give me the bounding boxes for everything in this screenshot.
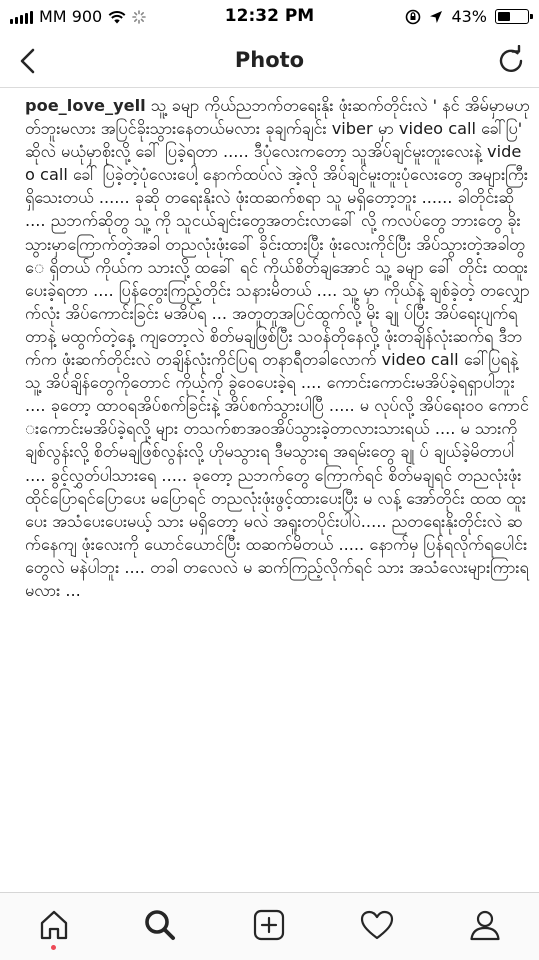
- tab-bar: [0, 892, 539, 960]
- search-icon: [142, 907, 178, 943]
- refresh-icon: [495, 45, 527, 77]
- caption-text: သူ့ ခမျာ ကိုယ်ညဘက်တရေးနိုး ဖုံးဆက်တိုင်းလဲ ' နင် အိမ်မှာမဟုတ်ဘူးမလား အပြင်ခိုးသွားနေတယ်မလား ခုချက်ချင်း viber မှာ video call ခေါ်ပြ' ဆိုလဲ မယုံမှာစိုးလို့ ခေါ် ပြခဲ့ရတာ ..... ဒီပုံလေးကတော့ သူအိပ်ချင်မူးတူးလေးနဲ့ video call ခေါ် ပြခဲ့တဲ့ပုံလေးပေါ့ နောက်ထပ်လဲ အဲ့လို အိပ်ချင်မူးတူးပုံလေးတွေ အများကြီးရှိသေးတယ် ...... ခုဆို တရေးနိုးလဲ ဖုံးထဆက်စရာ သူ မရှိတော့ဘူး ...... ခါတိုင်းဆို .... ညဘက်ဆိုတွ သူ့ ကို သူငယ်ချင်းတွေအတင်းလာခေါ် လို့ ကလပ်တွေ ဘားတွေ ခိုးသွားမှာကြောက်တဲ့အခါ တညလုံးဖုံးခေါ် ခိုင်းထားပြီး ဖုံးလေးကိုင်ပြီး အိပ်သွားတဲ့အခါတွေ ရှိတယ် ကိုယ်က သားလို့ ထခေါ် ရင် ကိုယ်စိတ်ချအောင် သူ့ ခမျာ ခေါ် တိုင်း ထထူးပေးခဲ့ရတာ .... ပြန်တွေးကြည့်တိုင်း သနားမိတယ် .... သူ့ မှာ ကိုယ်နဲ့ ချစ်ခဲ့တဲ့ တလျှောက်လုံး အိပ်ကောင်းခြင်း မအိပ်ရ ... အတူတူအပြင်ထွက်လို့ မိုး ချု ပ်ပြီး အိပ်ရေးပျက်ရတာနဲ့ မထွက်တဲ့နေ့ ကျတော့လဲ စိတ်မချဖြစ်ပြီး သဝန်တိုနေလို့ ဖုံးတချိန်လုံးဆက်ရ ဒီဘက်က ဖုံးဆက်တိုင်းလဲ တချိန်လုံးကိုင်ပြရ တနာရီတခါလောက် video call ခေါ်ပြရနဲ့ သူ့ အိပ်ချိန်တွေကိုတောင် ကိုယ့်ကို ခွဲဝေပေးခဲ့ရ .... ကောင်းကောင်းမအိပ်ခဲ့ရရှာပါဘူး .... ခုတော့ ထာဝရအိပ်စက်ခြင်းနဲ့ အိပ်စက်သွားပါပြီ ..... မ လုပ်လို့ အိပ်ရေးဝဝ ကောင်းကောင်းမအိပ်ခဲ့ရလို့ များ တသက်စာအဝအိပ်သွားခဲ့တာလားသားရယ် .... မ သားကို ချစ်လွန်းလို့ စိတ်မချဖြစ်လွန်းလို့ ဟိုမသွားရ ဒီမသွားရ အရမ်းတွေ ချု ပ် ချယ်ခဲ့မိတာပါ .... ခွင့်လွှတ်ပါသားရေ ..... ခုတော့ ညဘက်တွေ ကြောက်ရင် စိတ်မချရင် တညလုံးဖုံးထိုင်ပြောရင်ပြောပေး မပြောရင် တညလုံးဖုံးဖွင့်ထားပေးပြီး မ လန့် အော်တိုင်း ထထ ထူးပေး အသံပေးပေးမယ့် သား မရှိတော့ မလဲ အရူးတပိုင်းပါပဲ..... ညတရေးနိုးတိုင်းလဲ ဆက်နေကျ ဖုံးလေးကို ယောင်ယောင်ပြီး ထဆက်မိတယ် ..... နောက်မှ ပြန်ရလိုက်ရပေါင်းတွေလဲ မနဲပါဘူး .... တခါ တလေလဲ မ ဆက်ကြည့်လိုက်ရင် သား အသံလေးများကြားရမလား ...: [25, 96, 530, 600]
- location-arrow-icon: [429, 10, 443, 24]
- battery-fill: [498, 12, 510, 21]
- battery-icon: [495, 9, 529, 24]
- status-time: 12:32 PM: [224, 6, 315, 26]
- carrier-label: MM 900: [39, 7, 103, 26]
- post-content: [0, 88, 539, 892]
- battery-percent: 43%: [451, 7, 487, 26]
- status-right: [405, 7, 529, 26]
- refresh-button[interactable]: [495, 45, 527, 77]
- nav-bar: [0, 34, 539, 88]
- username-link[interactable]: poe_love_yell: [25, 96, 146, 115]
- page-title: Photo: [234, 48, 305, 72]
- status-bar: [0, 0, 539, 34]
- add-post-icon: [251, 907, 287, 943]
- heart-icon: [359, 907, 395, 943]
- post-caption: [0, 88, 539, 602]
- profile-icon: [467, 907, 503, 943]
- rotation-lock-icon: [405, 9, 421, 25]
- tab-search[interactable]: [142, 907, 178, 943]
- tab-activity[interactable]: [359, 907, 395, 943]
- home-icon: [36, 907, 72, 943]
- tab-profile[interactable]: [467, 907, 503, 943]
- tab-home[interactable]: [36, 907, 72, 943]
- notification-dot: [51, 945, 56, 950]
- tab-new-post[interactable]: [251, 907, 287, 943]
